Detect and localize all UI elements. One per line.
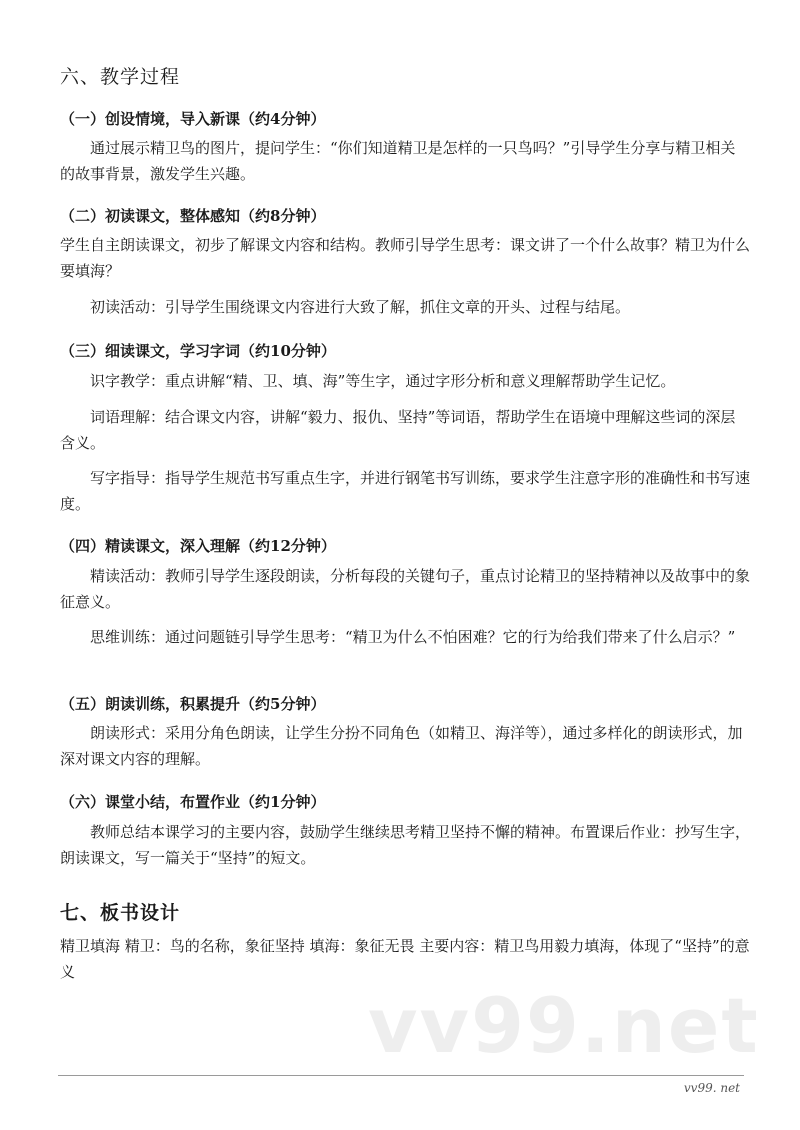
step-3-paragraph-2: 词语理解：结合课文内容，讲解“毅力、报仇、坚持”等词语，帮助学生在语境中理解这些词的深层含义。 (60, 408, 736, 452)
board-design-content: 精卫填海 精卫：鸟的名称，象征坚持 填海：象征无畏 主要内容：精卫鸟用毅力填海，体现了“坚持”的意义 (60, 937, 750, 981)
step-3-paragraph-1: 识字教学：重点讲解“精、卫、填、海”等生字，通过字形分析和意义理解帮助学生记忆。 (90, 372, 676, 390)
footer-divider (58, 1075, 744, 1076)
step-6-heading: （六）课堂小结，布置作业（约1分钟） (60, 793, 326, 811)
step-4-paragraph-2: 思维训练：通过问题链引导学生思考：“精卫为什么不怕困难？它的行为给我们带来了什么启示？” (90, 628, 736, 646)
step-6-paragraph-1: 教师总结本课学习的主要内容，鼓励学生继续思考精卫坚持不懈的精神。布置课后作业：抄写生字，朗读课文，写一篇关于“坚持”的短文。 (60, 823, 751, 867)
step-1-paragraph-1: 通过展示精卫鸟的图片，提问学生：“你们知道精卫是怎样的一只鸟吗？”引导学生分享与精卫相关的故事背景，激发学生兴趣。 (60, 139, 736, 183)
step-4-paragraph-1: 精读活动：教师引导学生逐段朗读，分析每段的关键句子，重点讨论精卫的坚持精神以及故事中的象征意义。 (60, 567, 751, 611)
step-3-paragraph-3: 写字指导：指导学生规范书写重点生字，并进行钢笔书写训练，要求学生注意字形的准确性和书写速度。 (60, 469, 751, 513)
step-2-paragraph-2: 初读活动：引导学生围绕课文内容进行大致了解，抓住文章的开头、过程与结尾。 (90, 298, 631, 316)
step-5-paragraph-1: 朗读形式：采用分角色朗读，让学生分扮不同角色（如精卫、海洋等），通过多样化的朗读形式，加深对课文内容的理解。 (60, 724, 743, 768)
step-1-heading: （一）创设情境，导入新课（约4分钟） (60, 110, 326, 128)
step-3-heading: （三）细读课文，学习字词（约10分钟） (60, 342, 336, 360)
step-4-heading: （四）精读课文，深入理解（约12分钟） (60, 537, 336, 555)
step-5-heading: （五）朗读训练，积累提升（约5分钟） (60, 695, 326, 713)
step-2-paragraph-1: 学生自主朗读课文，初步了解课文内容和结构。教师引导学生思考：课文讲了一个什么故事？精卫为什么要填海？ (60, 236, 751, 280)
step-2-heading: （二）初读课文，整体感知（约8分钟） (60, 207, 326, 225)
section-7-title: 七、板书设计 (60, 902, 181, 924)
footer-site-label: vv99. net (683, 1081, 740, 1095)
section-6-title: 六、教学过程 (60, 66, 181, 88)
watermark: vv99.net (368, 981, 760, 1070)
